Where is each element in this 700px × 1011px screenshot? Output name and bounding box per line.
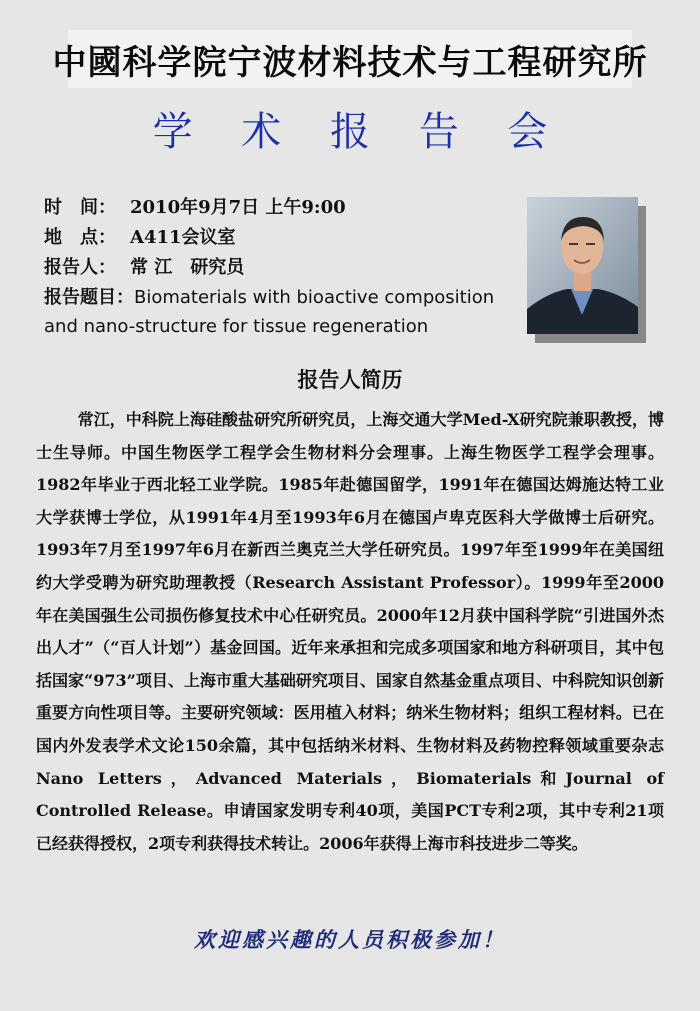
time-value: 2010年9月7日 上午9:00 bbox=[130, 197, 346, 218]
topic-value: Biomaterials with bioactive composition and nano-structure for tissue regeneration bbox=[44, 287, 495, 337]
welcome-text: 欢迎感兴趣的人员积极参加！ bbox=[194, 927, 506, 952]
speaker-portrait-icon bbox=[527, 197, 638, 334]
bio-heading: 报告人简历 bbox=[297, 367, 403, 392]
speaker-value: 常 江 研究员 bbox=[130, 257, 245, 278]
place-value: A411会议室 bbox=[130, 227, 236, 248]
institute-banner bbox=[52, 30, 648, 88]
speaker-label: 报告人： bbox=[44, 257, 116, 278]
event-info bbox=[44, 193, 514, 283]
speaker-row bbox=[44, 253, 514, 283]
topic-row bbox=[44, 283, 520, 341]
speaker-photo bbox=[527, 197, 638, 334]
time-label: 时 间： bbox=[44, 197, 116, 218]
page-title: 学 术 报 告 会 bbox=[152, 109, 566, 155]
institute-name: 中國科学院宁波材料技术与工程研究所 bbox=[52, 42, 648, 83]
place-row bbox=[44, 223, 514, 253]
time-row bbox=[44, 193, 514, 223]
topic-label: 报告题目： bbox=[44, 287, 134, 308]
bio-text: 常江，中科院上海硅酸盐研究所研究员，上海交通大学Med-X研究院兼职教授，博士生导师。中国生物医学工程学会生物材料分会理事。上海生物医学工程学会理事。1982年毕业于西北轻工业学院。1985年赴德国留学，1991年在德国达姆施达特工业大学获博士学位，从1991年4月至1993年6月在德国卢卑克医科大学做博士后研究。1993年7月至1997年6月在新西兰奥克兰大学任研究员。1997年至1999年在美国纽约大学受聘为研究助理教授（Research Assistant Professor）。1999年至2000年在美国强生公司损伤修复技术中心任研究员。2000年12月获中国科学院“引进国外杰出人才”（“百人计划”）基金回国。近年来承担和完成多项国家和地方科研项目，其中包括国家“973”项目、上海市重大基础研究项目、国家自然基金重点项目、中科院知识创新重要方向性项目等。主要研究领域：医用植入材料；纳米生物材料；组织工程材料。已在国内外发表学术文论150余篇，其中包括纳米材料、生物材料及药物控释领域重要杂志Nano Letters，Advanced Materials，Biomaterials和Journal of Controlled Release。申请国家发明专利40项，美国PCT专利2项，其中专利21项已经获得授权，2项专利获得技术转让。2006年获得上海市科技进步二等奖。 bbox=[36, 410, 664, 853]
place-label: 地 点： bbox=[44, 227, 116, 248]
